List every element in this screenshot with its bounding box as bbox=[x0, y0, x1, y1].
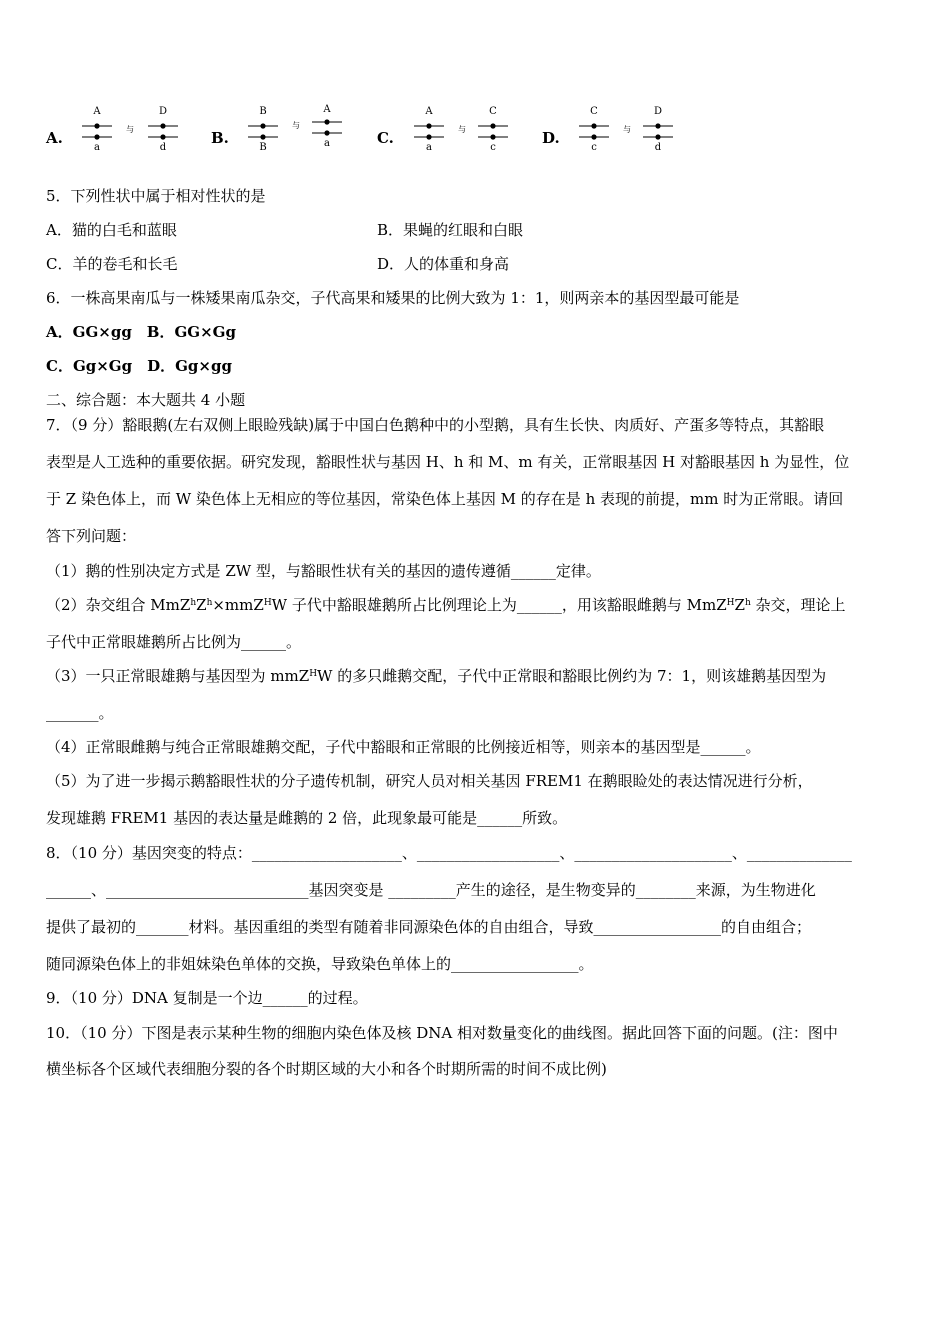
q6-stem: 6．一株高果南瓜与一株矮果南瓜杂交，子代高果和矮果的比例大致为 1：1，则两亲本的基因型最可能是 bbox=[46, 289, 740, 307]
q7-part-4: （4）正常眼雌鹅与纯合正常眼雄鹅交配，子代中豁眼和正常眼的比例接近相等，则亲本的基因型是______。 bbox=[46, 738, 761, 756]
q7-part-3-line-2: _______。 bbox=[46, 704, 114, 722]
option-d-label[interactable]: D. bbox=[542, 129, 560, 147]
option-a-label[interactable]: A. bbox=[46, 129, 63, 147]
q7-part-2-line-2: 子代中正常眼雄鹅所占比例为______。 bbox=[46, 633, 302, 651]
q5-option-a[interactable]: A．猫的白毛和蓝眼 bbox=[46, 221, 177, 239]
svg-text:A: A bbox=[323, 104, 331, 115]
q7-part-5-line-1: （5）为了进一步揭示鹅豁眼性状的分子遗传机制，研究人员对相关基因 FREM1 在鹅眼睑处的表达情况进行分析， bbox=[46, 772, 813, 790]
option-b-chromosome-diagram bbox=[246, 104, 356, 154]
q5-option-d[interactable]: D．人的体重和身高 bbox=[377, 255, 510, 273]
svg-text:a: a bbox=[426, 142, 432, 153]
q7-part-3-line-1: （3）一只正常眼雄鹅与基因型为 mmZ$^H$W 的多只雌鹅交配，子代中正常眼和豁眼比例约为 7：1，则该雄鹅基因型为 bbox=[46, 667, 827, 685]
svg-text:与: 与 bbox=[458, 125, 466, 134]
q9-stem: 9．（10 分）DNA 复制是一个边______的过程。 bbox=[46, 989, 368, 1007]
q7-line-4: 答下列问题： bbox=[46, 527, 137, 545]
q6-options-ab[interactable]: A．GG×gg B．GG×Gg bbox=[46, 323, 236, 341]
svg-text:a: a bbox=[324, 138, 330, 149]
svg-text:C: C bbox=[489, 106, 497, 117]
option-d-chromosome-diagram bbox=[577, 104, 687, 154]
svg-text:d: d bbox=[159, 142, 167, 153]
q8-line-2: ______、___________________________基因突变是 _________产生的途径，是生物变异的________来源，为生物进化 bbox=[46, 881, 816, 899]
q10-line-1: 10．（10 分）下图是表示某种生物的细胞内染色体及核 DNA 相对数量变化的曲线图。据此回答下面的问题。(注：图中 bbox=[46, 1024, 838, 1042]
option-a-chromosome-diagram bbox=[80, 104, 190, 154]
svg-text:与: 与 bbox=[126, 125, 134, 134]
q5-stem: 5．下列性状中属于相对性状的是 bbox=[46, 187, 266, 205]
q5-option-b[interactable]: B．果蝇的红眼和白眼 bbox=[377, 221, 524, 239]
section-heading: 二、综合题：本大题共 4 小题 bbox=[46, 391, 246, 409]
svg-text:B: B bbox=[259, 142, 267, 153]
svg-text:a: a bbox=[94, 142, 100, 153]
svg-text:D: D bbox=[158, 106, 168, 117]
option-c-chromosome-diagram bbox=[412, 104, 522, 154]
svg-text:A: A bbox=[93, 106, 101, 117]
q7-part-2-line-1: （2）杂交组合 $MmZ^hZ^h\times mmZ^HW$ 子代中豁眼雄鹅所占比例理论上为______，用该豁眼雌鹅与 $MmZ^HZ^h$ 杂交，理论上 bbox=[46, 596, 846, 614]
svg-text:与: 与 bbox=[623, 125, 631, 134]
svg-text:B: B bbox=[259, 106, 267, 117]
svg-text:d: d bbox=[654, 142, 662, 153]
q10-line-2: 横坐标各个区域代表细胞分裂的各个时期区域的大小和各个时期所需的时间不成比例) bbox=[46, 1060, 607, 1078]
q8-line-1: 8．（10 分）基因突变的特点：____________________、___________________、_____________________、______________ bbox=[46, 844, 852, 862]
q6-options-cd[interactable]: C．Gg×Gg D．Gg×gg bbox=[46, 357, 232, 375]
q7-line-3: 于 Z 染色体上，而 W 染色体上无相应的等位基因，常染色体上基因 M 的存在是 h 表现的前提，mm 时为正常眼。请回 bbox=[46, 490, 844, 508]
q5-option-c[interactable]: C．羊的卷毛和长毛 bbox=[46, 255, 178, 273]
svg-text:A: A bbox=[425, 106, 433, 117]
q8-line-4: 随同源染色体上的非姐妹染色单体的交换，导致染色单体上的_________________。 bbox=[46, 955, 594, 973]
svg-text:D: D bbox=[653, 106, 663, 117]
option-b-label[interactable]: B. bbox=[211, 129, 229, 147]
q7-line-1: 7．（9 分）豁眼鹅(左右双侧上眼睑残缺)属于中国白色鹅种中的小型鹅，具有生长快、肉质好、产蛋多等特点，其豁眼 bbox=[46, 416, 825, 434]
svg-text:c: c bbox=[591, 142, 597, 153]
q7-part-1: （1）鹅的性别决定方式是 ZW 型，与豁眼性状有关的基因的遗传遵循______定律。 bbox=[46, 562, 601, 580]
q7-line-2: 表型是人工选种的重要依据。研究发现，豁眼性状与基因 H、h 和 M、m 有关，正常眼基因 H 对豁眼基因 h 为显性，位 bbox=[46, 453, 850, 471]
option-c-label[interactable]: C. bbox=[377, 129, 394, 147]
q7-part-5-line-2: 发现雄鹅 FREM1 基因的表达量是雌鹅的 2 倍，此现象最可能是______所致。 bbox=[46, 809, 568, 827]
svg-text:c: c bbox=[490, 142, 496, 153]
svg-text:C: C bbox=[590, 106, 598, 117]
q8-line-3: 提供了最初的_______材料。基因重组的类型有随着非同源染色体的自由组合，导致_________________的自由组合； bbox=[46, 918, 812, 936]
svg-text:与: 与 bbox=[292, 121, 300, 130]
